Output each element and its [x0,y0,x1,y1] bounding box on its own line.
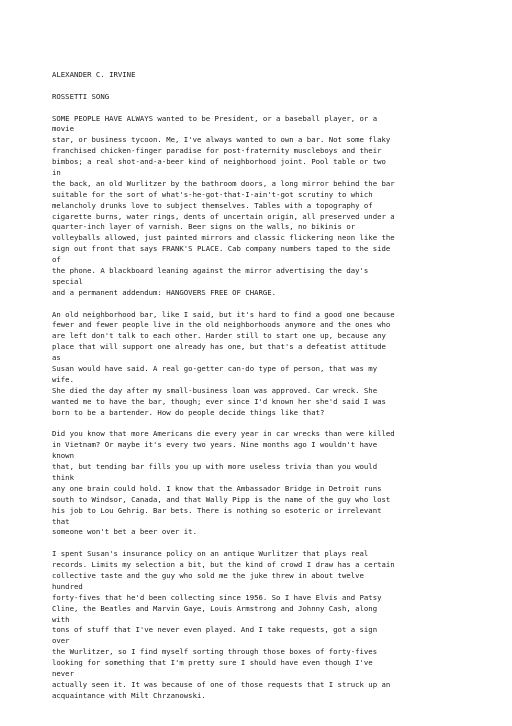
paragraph-gap [52,419,504,430]
text-line: special [52,276,83,286]
text-line: movie [52,124,74,134]
text-line: I spent Susan's insurance policy on an antique Wurlitzer that plays real [52,549,369,559]
text-line: SOME PEOPLE HAVE ALWAYS wanted to be President, or a baseball player, or a [52,113,378,123]
text-line: sign out front that says FRANK'S PLACE. Cab company numbers taped to the side [52,244,391,254]
text-line: bimbos; a real shot-and-a-beer kind of neighborhood joint. Pool table or two [52,157,386,167]
text-line: with [52,614,70,624]
text-line: the Wurlitzer, so I find myself sorting through those boxes of forty-fives [52,647,378,657]
text-line: the back, an old Wurlitzer by the bathroom doors, a long mirror behind the bar [52,178,395,188]
document-page [52,70,504,702]
text-line: that [52,516,70,526]
paragraph [52,429,504,538]
text-line: think [52,472,74,482]
text-line: someone won't bet a beer over it. [52,527,197,537]
text-line: suitable for the sort of what's-he-got-that-I-ain't-got scrutiny to which [52,189,373,199]
text-line: franchised chicken-finger paradise for post-fraternity muscleboys and their [52,146,382,156]
author-line: ALEXANDER C. IRVINE [52,70,136,79]
text-line: fewer and fewer people live in the old neighborhoods anymore and the ones who [52,320,391,330]
text-line: actually seen it. It was because of one of those requests that I struck up an [52,679,391,689]
text-line: acquaintance with Milt Chrzanowski. [52,690,206,700]
text-line: Susan would have said. A real go-getter can-do type of person, that was my [52,364,378,374]
text-line: wanted me to have the bar, though; ever since I'd known her she'd said I was [52,396,386,406]
text-line: known [52,451,74,461]
text-line: the phone. A blackboard leaning against the mirror advertising the day's [52,266,369,276]
paragraph [52,310,504,419]
story-title: ROSSETTI SONG [52,91,110,101]
text-line: of [52,255,61,265]
text-line: looking for something that I'm pretty sure I should have even though I've [52,658,373,668]
text-line: records. Limits my selection a bit, but the kind of crowd I draw has a certain [52,560,395,570]
text-line: hundred [52,581,83,591]
text-line: cigarette burns, water rings, dents of uncertain origin, all preserved under a [52,211,395,221]
text-line: forty-fives that he'd been collecting since 1956. So I have Elvis and Patsy [52,592,382,602]
text-line: never [52,668,74,678]
text-line: Did you know that more Americans die every year in car wrecks than were killed [52,429,395,439]
text-line: place that will support one already has one, but that's a defeatist attitude [52,342,386,352]
text-line: collective taste and the guy who sold me the juke threw in about twelve [52,570,364,580]
paragraph [52,549,504,701]
spacer [52,103,504,114]
text-line: in Vietnam? Or maybe it's every two years. Nine months ago I wouldn't have [52,440,378,450]
spacer [52,81,504,92]
text-line: Cline, the Beatles and Marvin Gaye, Louis Armstrong and Johnny Cash, along [52,603,378,613]
text-line: any one brain could hold. I know that the Ambassador Bridge in Detroit runs [52,483,382,493]
paragraph-gap [52,538,504,549]
text-line: born to be a bartender. How do people decide things like that? [52,407,325,417]
text-line: south to Windsor, Canada, and that Wally Pipp is the name of the guy who lost [52,494,391,504]
paragraph [52,114,504,299]
text-line: star, or business tycoon. Me, I've always wanted to own a bar. Not some flaky [52,135,391,145]
text-line: over [52,636,70,646]
text-line: quarter-inch layer of varnish. Beer signs on the walls, no bikinis or [52,222,356,232]
text-line: She died the day after my small-business loan was approved. Car wreck. She [52,385,378,395]
paragraph-gap [52,299,504,310]
text-line: as [52,353,61,363]
story-body [52,114,504,702]
text-line: that, but tending bar fills you up with more useless trivia than you would [52,462,378,472]
text-line: volleyballs allowed, just painted mirrors and classic flickering neon like the [52,233,395,243]
text-line: An old neighborhood bar, like I said, but it's hard to find a good one because [52,309,395,319]
text-line: tons of stuff that I've never even played. And I take requests, got a sign [52,625,378,635]
text-line: his job to Lou Gehrig. Bar bets. There is nothing so esoteric or irrelevant [52,505,382,515]
text-line: wife. [52,374,74,384]
text-line: and a permanent addendum: HANGOVERS FREE OF CHARGE. [52,287,277,297]
text-line: are left don't talk to each other. Harder still to start one up, because any [52,331,386,341]
text-line: melancholy drunks love to subject themselves. Tables with a topography of [52,200,373,210]
text-line: in [52,168,61,178]
